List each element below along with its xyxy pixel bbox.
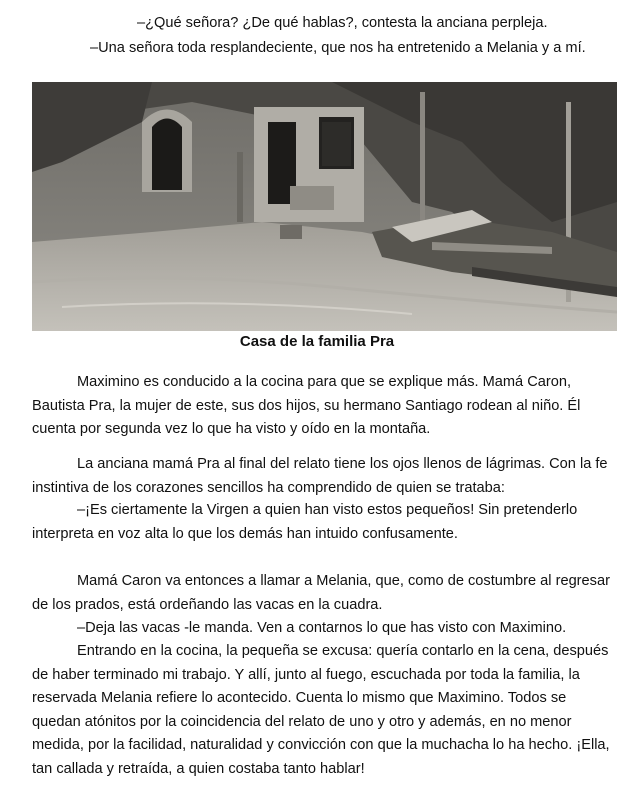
paragraph-5: –Deja las vacas -le manda. Ven a contarnos lo que has visto con Maximino. (77, 620, 567, 636)
paragraph-1: Maximino es conducido a la cocina para que se explique más. Mamá Caron, Bautista Pra, la mujer de este, sus dos hijos, su hermano Santiago rodean al niño. Él cuenta por segunda vez lo que ha visto y oído en la montaña. (32, 374, 581, 437)
house-photo (32, 82, 617, 331)
paragraph-6: Entrando en la cocina, la pequeña se excusa: quería contarlo en la cena, después de haber terminado mi trabajo. Y allí, junto al fuego, escuchada por toda la familia, la reservada Melania refiere lo acontecido. Cuenta lo mismo que Maximino. Todos se quedan atónitos por la coincidencia del relato de uno y otro y además, en no menor medida, por la facilidad, naturalidad y convicción con que la muchacha lo ha hecho. ¡Ella, tan callada y retraída, a quien costaba tanto hablar! (32, 643, 610, 777)
paragraph-2: La anciana mamá Pra al final del relato tiene los ojos llenos de lágrimas. Con la fe instintiva de los corazones sencillos ha comprendido de quien se trataba: (32, 456, 608, 496)
dialogue-line-1: –¿Qué señora? ¿De qué hablas?, contesta la anciana perpleja. (137, 15, 548, 31)
figure-caption: Casa de la familia Pra (239, 333, 395, 350)
paragraph-3: –¡Es ciertamente la Virgen a quien han visto estos pequeños! Sin pretenderlo interpreta en voz alta lo que los demás han intuido confusamente. (32, 502, 578, 542)
paragraph-4: Mamá Caron va entonces a llamar a Melania, que, como de costumbre al regresar de los prados, está ordeñando las vacas en la cuadra. (32, 573, 610, 613)
dialogue-line-2: –Una señora toda resplandeciente, que nos ha entretenido a Melania y a mí. (90, 40, 586, 56)
